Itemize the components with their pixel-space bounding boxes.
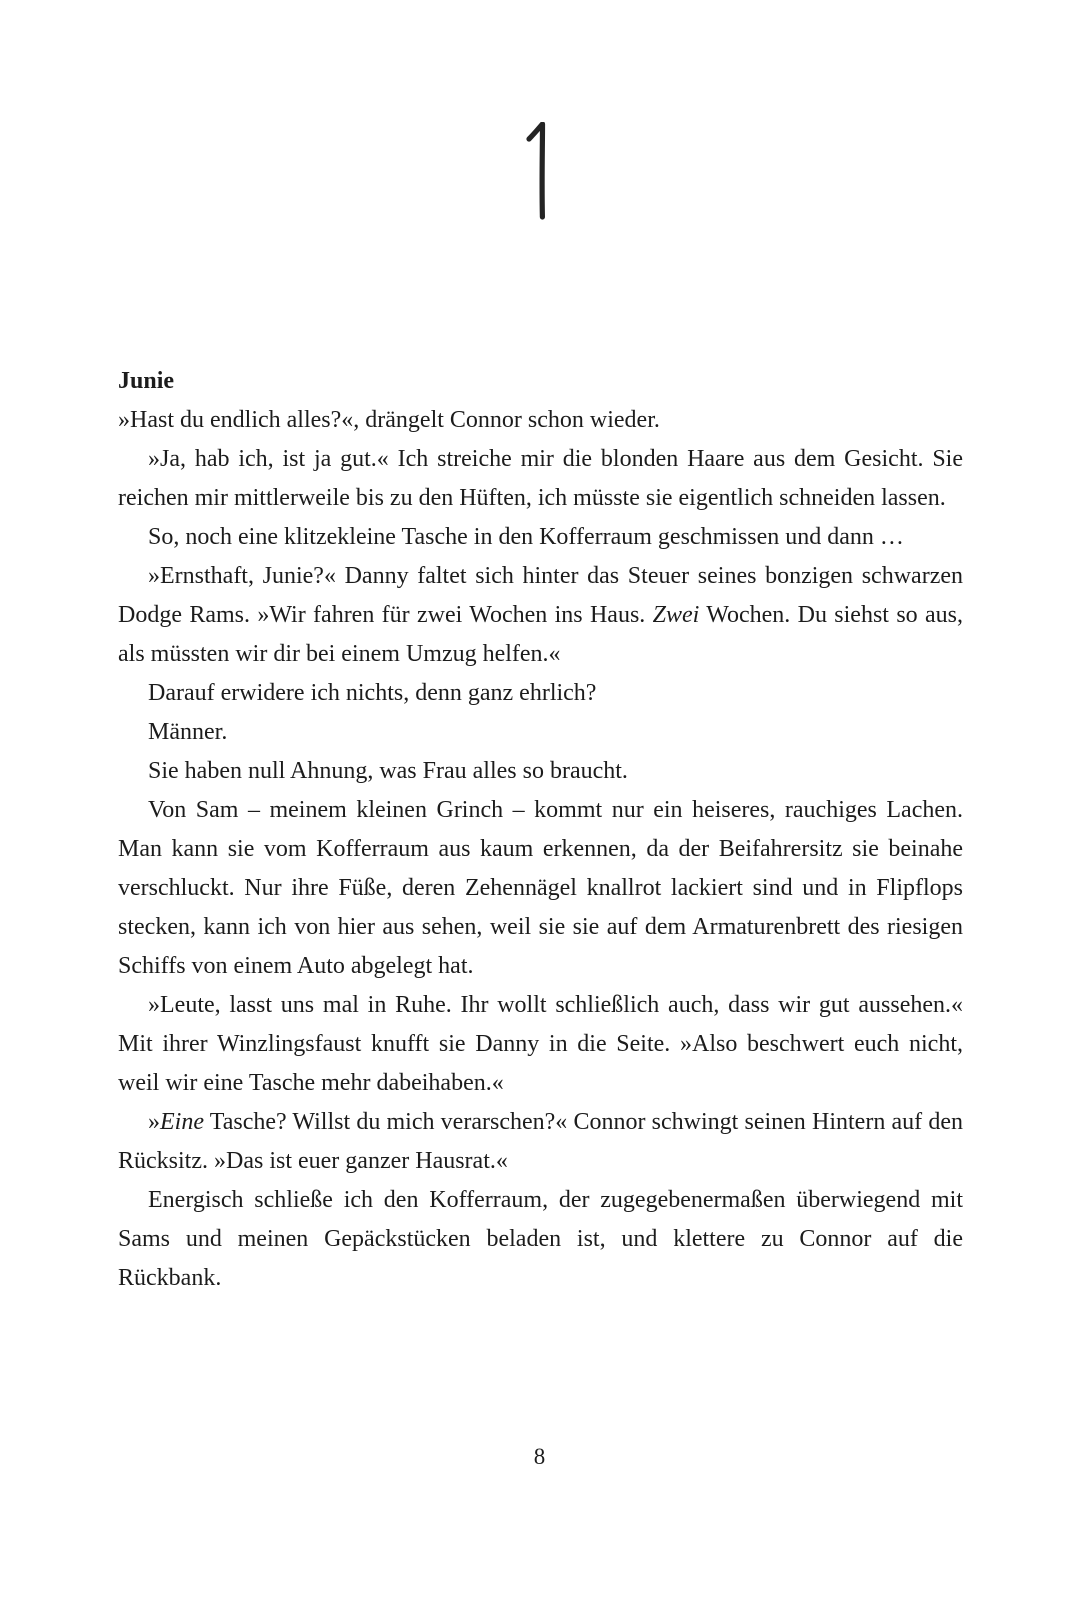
text-run: Männer. xyxy=(148,719,228,745)
paragraph xyxy=(118,557,963,674)
text-run: »Hast du endlich alles?«, drängelt Connor schon wieder. xyxy=(118,407,660,433)
chapter-numeral-glyph xyxy=(520,122,560,222)
paragraph xyxy=(118,401,963,440)
paragraph xyxy=(118,986,963,1103)
paragraph xyxy=(118,752,963,791)
paragraph xyxy=(118,791,963,986)
page-number: 8 xyxy=(533,1444,546,1469)
paragraph xyxy=(118,1103,963,1181)
text-run: Tasche? Willst du mich verarschen?« Connor schwingt seinen Hintern auf den Rücksitz. »Das ist euer ganzer Hausrat.« xyxy=(118,1109,963,1174)
paragraphs xyxy=(118,401,963,1298)
text-run: Sie haben null Ahnung, was Frau alles so braucht. xyxy=(148,758,628,784)
section-heading: Junie xyxy=(118,368,175,394)
italic-text-run: Eine xyxy=(160,1109,204,1135)
paragraph xyxy=(118,440,963,518)
text-run: So, noch eine klitzekleine Tasche in den Kofferraum geschmissen und dann … xyxy=(148,524,904,550)
text-block xyxy=(118,362,963,1298)
paragraph xyxy=(118,518,963,557)
text-run: Wochen. Du siehst so aus, als müssten wir dir bei einem Umzug helfen.« xyxy=(118,602,963,667)
text-run: »Leute, lasst uns mal in Ruhe. Ihr wollt schließlich auch, dass wir gut aussehen.« Mit ihrer Winzlingsfaust knufft sie Danny in die Seite. »Also beschwert euch nicht, weil wir eine Tasche mehr dabeihaben.« xyxy=(118,992,963,1096)
text-run: Von Sam – meinem kleinen Grinch – kommt nur ein heiseres, rauchiges Lachen. Man kann sie vom Kofferraum aus kaum erkennen, da der Beifahrersitz sie beinahe verschluckt. Nur ihre Füße, deren Zehennägel knallrot lackiert sind und in Flipflops stecken, kann ich von hier aus sehen, weil sie sie auf dem Armaturenbrett des riesigen Schiffs von einem Auto abgelegt hat. xyxy=(118,797,963,979)
chapter-number xyxy=(0,122,1079,222)
text-run: Darauf erwidere ich nichts, denn ganz ehrlich? xyxy=(148,680,597,706)
paragraph xyxy=(118,674,963,713)
text-run: Energisch schließe ich den Kofferraum, der zugegebenermaßen überwiegend mit Sams und meinen Gepäckstücken beladen ist, und klettere zu Connor auf die Rückbank. xyxy=(118,1187,963,1291)
paragraph xyxy=(118,1181,963,1298)
italic-text-run: Zwei xyxy=(652,602,700,628)
text-run: »Ja, hab ich, ist ja gut.« Ich streiche mir die blonden Haare aus dem Gesicht. Sie reichen mir mittlerweile bis zu den Hüften, ich müsste sie eigentlich schneiden lassen. xyxy=(118,446,963,511)
text-run: » xyxy=(148,1109,160,1135)
paragraph xyxy=(118,713,963,752)
text-run: »Ernsthaft, Junie?« Danny faltet sich hinter das Steuer seines bonzigen schwarzen Dodge Rams. »Wir fahren für zwei Wochen ins Haus. xyxy=(118,563,963,628)
